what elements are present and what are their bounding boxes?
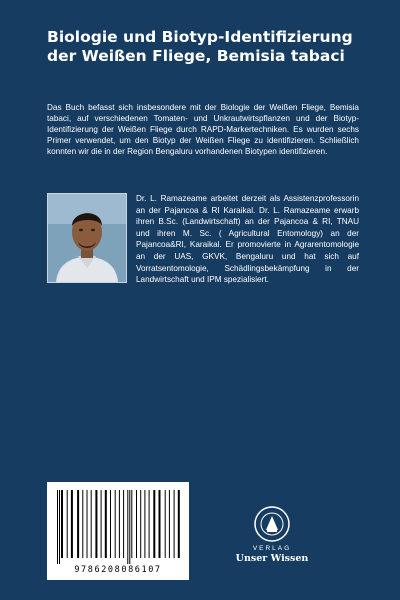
barcode-bar	[178, 490, 180, 558]
barcode-bar	[61, 490, 63, 558]
publisher-block	[228, 506, 316, 564]
barcode-bar	[57, 490, 58, 564]
barcode-bar	[77, 490, 79, 558]
barcode-bar	[140, 490, 141, 558]
barcode-bar	[105, 490, 107, 558]
barcode-bar	[149, 490, 150, 558]
barcode-bar	[82, 490, 83, 558]
barcode-bar	[153, 490, 155, 558]
barcode-bar	[95, 490, 97, 558]
author-photo	[47, 193, 127, 283]
barcode-bar	[71, 490, 73, 558]
barcode-bar	[159, 490, 161, 558]
author-biography: Dr. L. Ramazeame arbeitet derzeit als Assistenzprofessorin an der Pajancoa & RI Karaikal. Dr. L. Ramazeame erwarb ihren B.Sc. (Landwirtschaft) an der Pajancoa & RI, TNAU und ihren M. Sc. ( Agricultural Entomology) an der Pajancoa&RI, Karaikal. Er promovierte in Agrarentomologie an der UAS, GKVK, Bengaluru und hat sich auf Vorratsentomologie, Schädlingsbekämpfung in der Landwirtschaft und IPM spezialisiert.	[136, 194, 359, 285]
barcode-bar	[123, 490, 124, 558]
barcode-bar	[129, 490, 130, 564]
barcode-bar	[119, 490, 120, 558]
barcode-bar	[169, 490, 170, 558]
barcode-bar	[101, 490, 102, 558]
barcode-bar	[87, 490, 88, 558]
publisher-name: Unser Wissen	[235, 553, 309, 564]
barcode-bar	[127, 490, 128, 564]
barcode-bar	[131, 490, 132, 558]
publisher-label: VERLAG	[252, 545, 292, 552]
book-description: Das Buch befasst sich insbesondere mit der Biologie der Weißen Fliege, Bemisia tabaci, auf verschiedenen Tomaten- und Unkrautwirtspflanzen und der Biotyp-Identifizierung der Weißen Fliege durch RAPD-Markertechniken. Es wurden sechs Primer verwendet, um den Biotyp der Weißen Fliege zu identifizieren. Schließlich konnten wir die in der Region Bengaluru vorhandenen Biotypen identifizieren.	[47, 103, 359, 156]
barcode-bar	[136, 490, 137, 558]
barcode-bar	[91, 490, 92, 558]
book-title: Biologie und Biotyp-Identifizierung der Weißen Fliege, Bemisia tabaci	[47, 28, 353, 65]
barcode-bar	[67, 490, 68, 558]
barcode-bar	[59, 490, 60, 564]
barcode-bars	[55, 490, 181, 564]
isbn-number: 9786208086107	[74, 565, 162, 575]
barcode-bar	[110, 490, 111, 558]
isbn-barcode	[47, 482, 189, 580]
barcode-bar	[144, 490, 145, 558]
barcode-bar	[115, 490, 116, 558]
barcode-bar	[174, 490, 175, 558]
barcode-bar	[165, 490, 166, 558]
publisher-logo-icon	[254, 506, 290, 542]
